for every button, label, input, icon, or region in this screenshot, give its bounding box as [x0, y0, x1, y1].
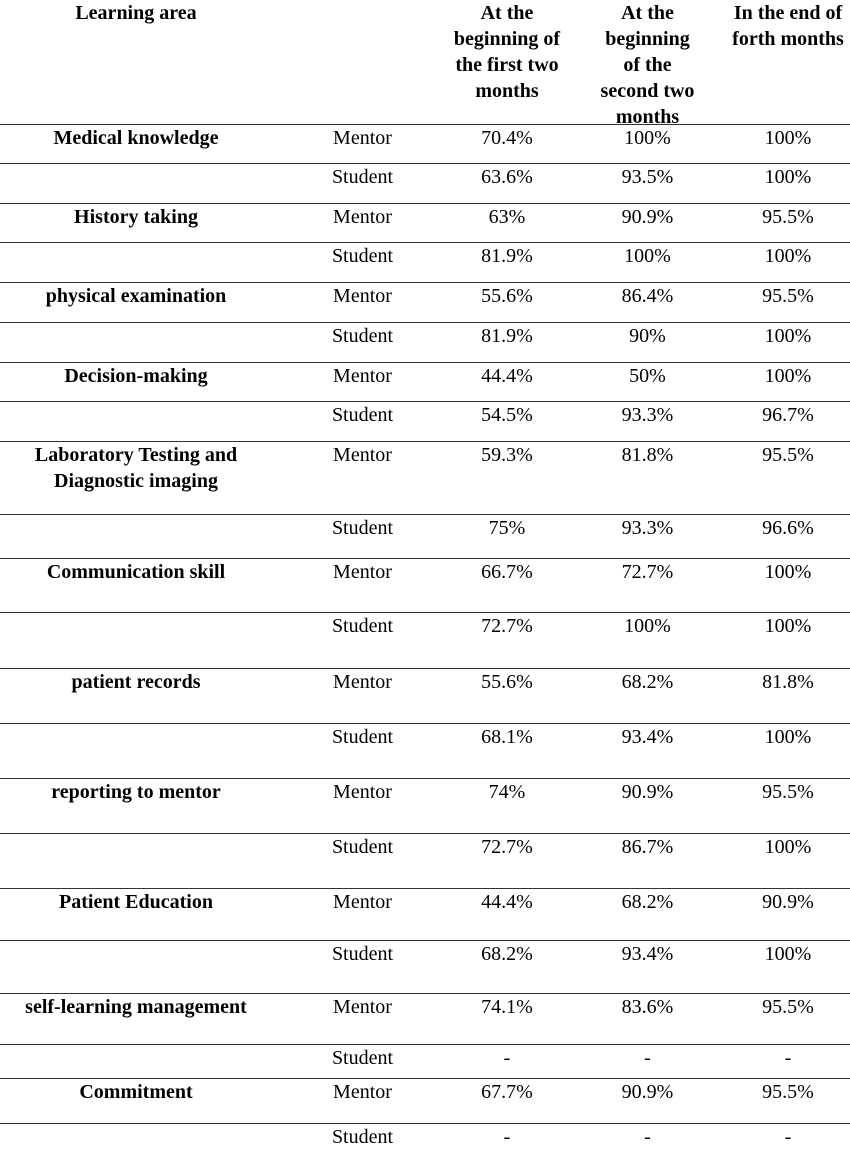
value-second-two-months: 93.3%	[621, 517, 674, 539]
value-first-two-months: 72.7%	[481, 615, 533, 637]
learning-area-name	[0, 204, 272, 230]
value-second-two-months: 90%	[629, 325, 666, 347]
learning-area-name	[0, 125, 272, 151]
header-line: months	[475, 80, 539, 102]
value-second-two-months: 93.3%	[621, 404, 674, 426]
role-cell: Student	[331, 1047, 394, 1069]
learning-area-line: Decision-making	[64, 365, 208, 387]
value-second-two-months: 100%	[624, 245, 671, 267]
value-end-fourth-month: 100%	[764, 166, 812, 188]
value-second-two-months: 93.4%	[621, 943, 674, 965]
value-first-two-months: 74%	[488, 781, 526, 803]
value-first-two-months: 67.7%	[481, 1081, 533, 1103]
value-end-fourth-month: 81.8%	[762, 671, 814, 693]
role-cell: Mentor	[333, 444, 392, 466]
value-end-fourth-month: 100%	[764, 726, 812, 748]
header-line: At the	[480, 2, 534, 24]
role-cell: Student	[331, 1126, 394, 1148]
value-first-two-months: 81.9%	[481, 325, 533, 347]
learning-area-line: reporting to mentor	[51, 781, 221, 803]
role-cell: Mentor	[333, 365, 392, 387]
value-second-two-months: 86.4%	[621, 285, 674, 307]
learning-area-name	[0, 779, 272, 805]
value-end-fourth-month: -	[784, 1047, 792, 1069]
role-cell: Mentor	[333, 561, 392, 583]
role-cell: Student	[331, 517, 394, 539]
value-end-fourth-month: 100%	[764, 245, 812, 267]
value-second-two-months: 100%	[624, 127, 671, 149]
header-line: months	[615, 106, 680, 128]
value-end-fourth-month: 100%	[764, 325, 812, 347]
value-end-fourth-month: 95.5%	[762, 285, 814, 307]
value-end-fourth-month: 100%	[764, 836, 812, 858]
value-first-two-months: 63.6%	[481, 166, 533, 188]
value-first-two-months: 55.6%	[481, 285, 533, 307]
value-second-two-months: 72.7%	[621, 561, 674, 583]
value-second-two-months: 100%	[624, 615, 671, 637]
learning-area-name	[0, 559, 272, 585]
value-end-fourth-month: 95.5%	[762, 206, 814, 228]
role-cell: Mentor	[333, 891, 392, 913]
header-line: beginning	[605, 28, 690, 50]
value-first-two-months: 44.4%	[481, 365, 533, 387]
value-first-two-months: 54.5%	[481, 404, 533, 426]
role-cell: Student	[331, 245, 394, 267]
value-end-fourth-month: 100%	[764, 561, 812, 583]
role-cell: Mentor	[333, 285, 392, 307]
value-end-fourth-month: 100%	[764, 615, 812, 637]
value-first-two-months: -	[503, 1047, 511, 1069]
header-end-fourth-month	[718, 0, 850, 52]
value-second-two-months: -	[644, 1047, 651, 1069]
value-second-two-months: 90.9%	[621, 1081, 674, 1103]
learning-area-name	[0, 669, 272, 695]
role-cell: Student	[331, 726, 394, 748]
value-first-two-months: 63%	[488, 206, 526, 228]
value-second-two-months: 93.4%	[621, 726, 674, 748]
value-second-two-months: 86.7%	[621, 836, 674, 858]
header-line: second two	[600, 80, 695, 102]
header-line: At the	[621, 2, 674, 24]
learning-area-name	[0, 363, 272, 389]
value-second-two-months: 50%	[629, 365, 666, 387]
role-cell: Student	[331, 404, 394, 426]
value-first-two-months: 66.7%	[481, 561, 533, 583]
value-second-two-months: 81.8%	[621, 444, 674, 466]
header-line: In the end of	[733, 2, 843, 24]
role-cell: Mentor	[333, 671, 392, 693]
learning-area-name	[0, 1079, 272, 1105]
value-end-fourth-month: 95.5%	[762, 444, 814, 466]
value-end-fourth-month: 96.6%	[762, 517, 814, 539]
learning-area-name	[0, 442, 272, 494]
value-first-two-months: 81.9%	[481, 245, 533, 267]
header-learning-area-text: Learning area	[75, 2, 197, 24]
value-end-fourth-month: 96.7%	[762, 404, 814, 426]
learning-area-line: History taking	[74, 206, 198, 228]
value-first-two-months: 75%	[488, 517, 526, 539]
value-first-two-months: 59.3%	[481, 444, 533, 466]
learning-area-line: Communication skill	[46, 561, 226, 583]
header-line: of the	[623, 54, 672, 76]
learning-area-line: Commitment	[79, 1081, 193, 1103]
role-cell: Mentor	[333, 781, 392, 803]
value-second-two-months: 93.5%	[621, 166, 674, 188]
value-end-fourth-month: 90.9%	[762, 891, 814, 913]
role-cell: Student	[331, 943, 394, 965]
value-end-fourth-month: 100%	[764, 365, 812, 387]
value-first-two-months: -	[503, 1126, 511, 1148]
value-end-fourth-month: -	[784, 1126, 792, 1148]
learning-area-line: self-learning management	[25, 996, 247, 1018]
value-end-fourth-month: 100%	[764, 943, 812, 965]
learning-area-name	[0, 283, 272, 309]
value-first-two-months: 68.2%	[481, 943, 533, 965]
learning-area-name	[0, 994, 272, 1020]
value-second-two-months: 90.9%	[621, 206, 674, 228]
value-end-fourth-month: 95.5%	[762, 1081, 814, 1103]
value-end-fourth-month: 95.5%	[762, 781, 814, 803]
value-first-two-months: 70.4%	[481, 127, 533, 149]
header-second-two-months	[580, 0, 715, 130]
role-cell: Student	[331, 836, 394, 858]
role-cell: Mentor	[333, 1081, 392, 1103]
value-second-two-months: 68.2%	[621, 891, 674, 913]
learning-area-line: Patient Education	[59, 891, 213, 913]
value-first-two-months: 74.1%	[481, 996, 533, 1018]
value-second-two-months: -	[644, 1126, 651, 1148]
learning-area-line: Medical knowledge	[53, 127, 219, 149]
value-end-fourth-month: 100%	[764, 127, 812, 149]
value-second-two-months: 68.2%	[621, 671, 674, 693]
value-first-two-months: 55.6%	[481, 671, 533, 693]
value-first-two-months: 72.7%	[481, 836, 533, 858]
header-line: beginning of	[453, 28, 561, 50]
role-cell: Student	[331, 166, 394, 188]
header-first-two-months	[437, 0, 577, 104]
role-cell: Student	[331, 615, 394, 637]
learning-area-line: patient records	[71, 671, 201, 693]
value-second-two-months: 90.9%	[621, 781, 674, 803]
role-cell: Mentor	[333, 206, 392, 228]
header-line: forth months	[732, 28, 844, 50]
learning-area-line: Laboratory Testing and	[34, 444, 238, 466]
role-cell: Mentor	[333, 127, 392, 149]
learning-area-line: Diagnostic imaging	[54, 470, 218, 492]
value-second-two-months: 83.6%	[621, 996, 674, 1018]
learning-area-name	[0, 889, 272, 915]
role-cell: Mentor	[333, 996, 392, 1018]
learning-area-line: physical examination	[45, 285, 227, 307]
header-learning-area	[0, 0, 272, 26]
value-end-fourth-month: 95.5%	[762, 996, 814, 1018]
value-first-two-months: 44.4%	[481, 891, 533, 913]
value-first-two-months: 68.1%	[481, 726, 533, 748]
role-cell: Student	[331, 325, 394, 347]
header-line: the first two	[455, 54, 559, 76]
